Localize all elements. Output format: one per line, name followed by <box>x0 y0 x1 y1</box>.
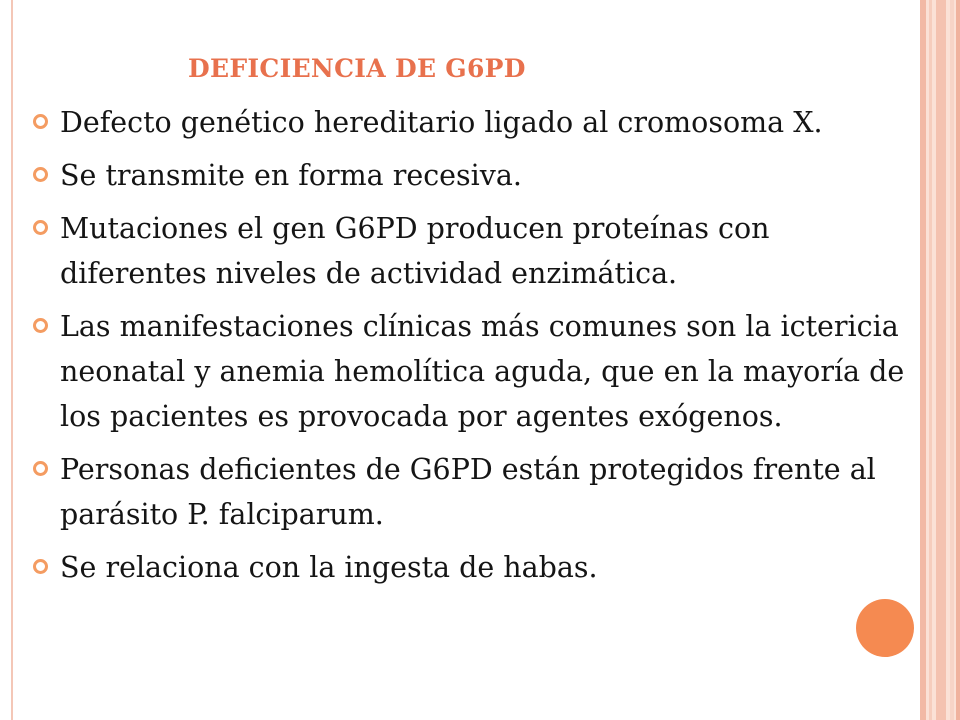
bullet-ring-icon <box>33 318 48 333</box>
bullet-text: Se relaciona con la ingesta de habas. <box>60 551 598 584</box>
decorative-stripe <box>929 0 932 720</box>
decorative-stripe <box>956 0 960 720</box>
bullet-text-continuation: neonatal y anemia hemolítica aguda, que en la mayoría de <box>60 355 905 388</box>
decorative-stripe <box>950 0 954 720</box>
bullet-text: Defecto genético hereditario ligado al cromosoma X. <box>60 106 823 139</box>
bullet-text: Se transmite en forma recesiva. <box>60 159 522 192</box>
bullet-ring-icon <box>33 461 48 476</box>
bullet-text-continuation: los pacientes es provocada por agentes exógenos. <box>60 400 783 433</box>
bullet-text: Mutaciones el gen G6PD producen proteínas con <box>60 212 770 245</box>
bullet-list <box>30 100 915 598</box>
bullet-item <box>30 206 915 296</box>
bullet-ring-icon <box>33 220 48 235</box>
slide-title: DEFICIENCIA DE G6PD <box>188 54 526 83</box>
left-border-line <box>11 0 13 720</box>
bullet-text-continuation: parásito P. falciparum. <box>60 498 384 531</box>
orange-circle-decoration <box>856 599 914 657</box>
decorative-stripe <box>920 0 926 720</box>
bullet-text: Las manifestaciones clínicas más comunes son la ictericia <box>60 310 899 343</box>
bullet-item <box>30 545 915 590</box>
bullet-text-continuation: diferentes niveles de actividad enzimática. <box>60 257 678 290</box>
bullet-item <box>30 304 915 439</box>
bullet-item <box>30 447 915 537</box>
decorative-stripe <box>936 0 946 720</box>
bullet-ring-icon <box>33 559 48 574</box>
bullet-item <box>30 153 915 198</box>
bullet-ring-icon <box>33 114 48 129</box>
bullet-item <box>30 100 915 145</box>
bullet-ring-icon <box>33 167 48 182</box>
bullet-text: Personas deficientes de G6PD están protegidos frente al <box>60 453 876 486</box>
